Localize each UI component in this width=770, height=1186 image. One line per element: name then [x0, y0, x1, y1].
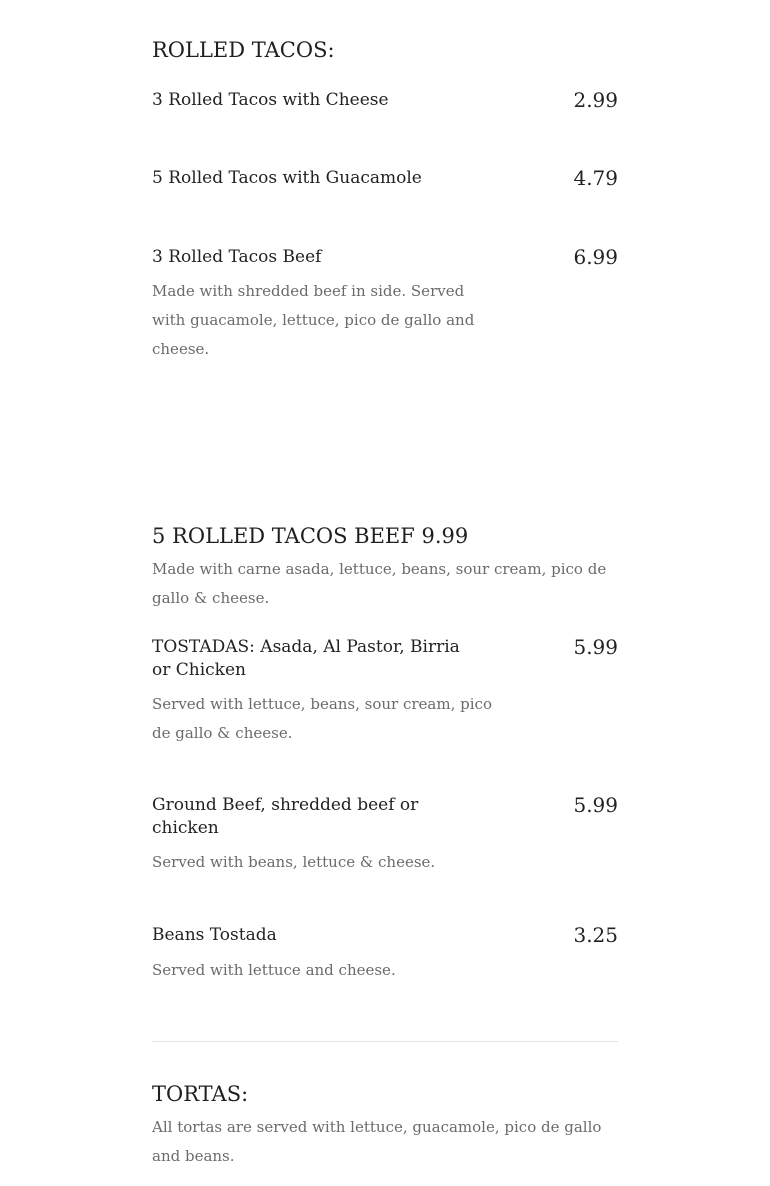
menu-item-name: 5 Rolled Tacos with Guacamole	[152, 168, 422, 188]
menu-item-price: 5.99	[573, 635, 618, 659]
menu-item-description: Served with beans, lettuce & cheese.	[152, 853, 436, 871]
menu-item-price: 5.99	[573, 793, 618, 817]
menu-item-price: 6.99	[573, 245, 618, 269]
menu-item-description: Served with lettuce and cheese.	[152, 961, 396, 979]
menu-item-price: 2.99	[573, 88, 618, 112]
menu-item-name: 3 Rolled Tacos with Cheese	[152, 90, 389, 110]
section-description: Made with carne asada, lettuce, beans, sour cream, pico de gallo & cheese.	[152, 560, 607, 607]
section-title-rolled-tacos: ROLLED TACOS:	[152, 38, 335, 62]
section-divider	[152, 1041, 618, 1042]
menu-item-description: Served with lettuce, beans, sour cream, pico de gallo & cheese.	[152, 695, 492, 742]
menu-item-name: Beans Tostada	[152, 925, 277, 945]
section-title-rolled-tacos-beef: 5 ROLLED TACOS BEEF 9.99	[152, 524, 469, 548]
menu-item-price: 4.79	[573, 166, 618, 190]
menu-item-name: TOSTADAS: Asada, Al Pastor, Birria or Chicken	[152, 637, 460, 680]
section-title-tortas: TORTAS:	[152, 1082, 249, 1106]
section-description: All tortas are served with lettuce, guacamole, pico de gallo and beans.	[152, 1118, 602, 1165]
menu-item-name: 3 Rolled Tacos Beef	[152, 247, 322, 267]
menu-item-name: Ground Beef, shredded beef or chicken	[152, 795, 419, 838]
menu-item-price: 3.25	[573, 923, 618, 947]
menu-item-description: Made with shredded beef in side. Served with guacamole, lettuce, pico de gallo and cheese.	[152, 282, 475, 358]
